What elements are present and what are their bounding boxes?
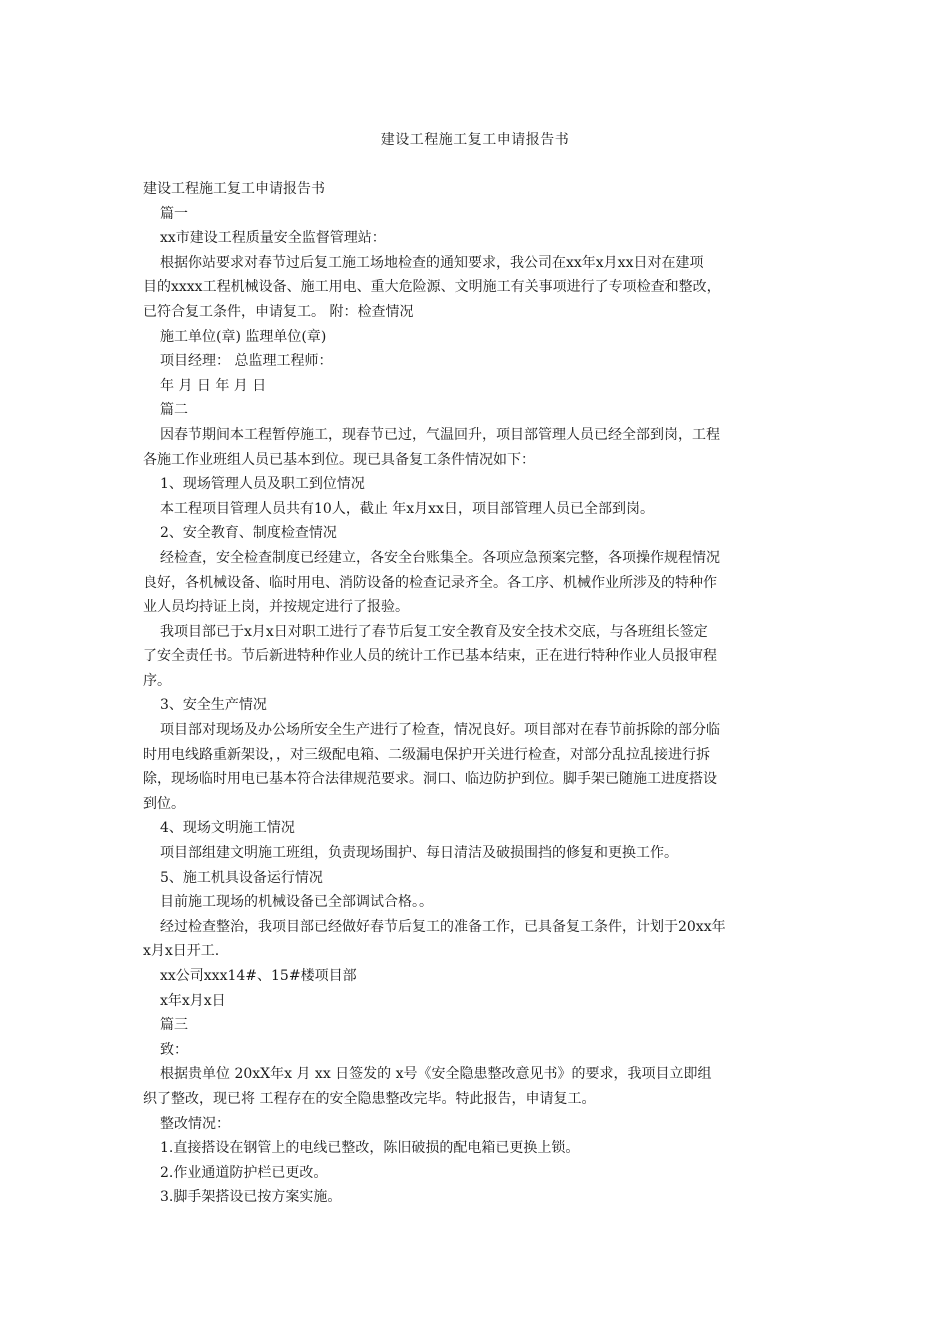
text-line: 3.脚手架搭设已按方案实施。 <box>160 1189 342 1206</box>
document-title: 建设工程施工复工申请报告书 <box>380 132 570 148</box>
text-line: x月x日开工. <box>143 943 220 960</box>
text-line: 各施工作业班组人员已基本到位。现已具备复工条件情况如下： <box>143 451 535 468</box>
text-line: 因春节期间本工程暂停施工，现春节已过，气温回升，项目部管理人员已经全部到岗，工程 <box>160 426 720 443</box>
text-line: 了安全责任书。节后新进特种作业人员的统计工作已基本结束，正在进行特种作业人员报审程 <box>143 648 717 665</box>
text-line: 1、现场管理人员及职工到位情况 <box>160 476 365 493</box>
document-body <box>143 177 808 1210</box>
text-line: 目前施工现场的机械设备已全部调试合格。。 <box>160 894 433 911</box>
text-line: 本工程项目管理人员共有10人，截止 年x月xx日，项目部管理人员已全部到岗。 <box>160 500 654 517</box>
text-line: 篇二 <box>160 402 188 419</box>
text-line: 目的xxxx工程机械设备、施工用电、重大危险源、文明施工有关事项进行了专项检查和整改， <box>143 279 721 296</box>
text-line: 项目经理： 总监理工程师： <box>160 353 333 370</box>
text-line: 4、现场文明施工情况 <box>160 820 295 837</box>
text-line: 除，现场临时用电已基本符合法律规范要求。洞口、临边防护到位。脚手架已随施工进度搭设 <box>143 771 717 788</box>
text-line: 施工单位(章) 监理单位(章) <box>160 328 327 345</box>
text-line: 织了整改，现已将 工程存在的安全隐患整改完毕。特此报告，申请复工。 <box>143 1090 596 1107</box>
text-line: 已符合复工条件，申请复工。 附：检查情况 <box>143 303 414 320</box>
text-line: 2.作业通道防护栏已更改。 <box>160 1164 328 1181</box>
text-line: 篇一 <box>160 205 188 222</box>
text-line: 我项目部已于x月x日对职工进行了春节后复工安全教育及安全技术交底，与各班组长签定 <box>160 623 708 640</box>
text-line: 5、施工机具设备运行情况 <box>160 869 323 886</box>
text-line: 经过检查整治，我项目部已经做好春节后复工的准备工作，已具备复工条件，计划于20xx年 <box>160 918 726 935</box>
text-line: 到位。 <box>143 795 185 812</box>
text-line: 序。 <box>143 672 171 689</box>
text-line: 年 月 日 年 月 日 <box>160 377 267 394</box>
text-line: 致： <box>160 1041 188 1058</box>
text-line: 2、安全教育、制度检查情况 <box>160 525 337 542</box>
text-line: 根据贵单位 20xX年x 月 xx 日签发的 x号《安全隐患整改意见书》的要求，我项目立即组 <box>160 1066 712 1083</box>
text-line: 1.直接搭设在钢管上的电线已整改，陈旧破损的配电箱已更换上锁。 <box>160 1140 580 1157</box>
text-line: 良好，各机械设备、临时用电、消防设备的检查记录齐全。各工序、机械作业所涉及的特种作 <box>143 574 717 591</box>
text-line: 业人员均持证上岗，并按规定进行了报验。 <box>143 599 409 616</box>
text-line: 根据你站要求对春节过后复工施工场地检查的通知要求，我公司在xx年x月xx日对在建项 <box>160 254 704 271</box>
text-line: 时用电线路重新架设，，对三级配电箱、二级漏电保护开关进行检查，对部分乱拉乱接进行拆 <box>143 746 710 763</box>
text-line: 经检查，安全检查制度已经建立，各安全台账集全。各项应急预案完整，各项操作规程情况 <box>160 549 720 566</box>
text-line: 篇三 <box>160 1017 188 1034</box>
text-line: x年x月x日 <box>160 992 226 1009</box>
text-line: 整改情况： <box>160 1115 230 1132</box>
text-line: 3、安全生产情况 <box>160 697 267 714</box>
text-line: 建设工程施工复工申请报告书 <box>143 181 325 197</box>
text-line: 项目部组建文明施工班组，负责现场围护、每日清洁及破损围挡的修复和更换工作。 <box>160 845 678 862</box>
text-line: xx市建设工程质量安全监督管理站： <box>160 230 386 247</box>
text-line: xx公司xxx14#、15#楼项目部 <box>160 968 357 984</box>
text-line: 项目部对现场及办公场所安全生产进行了检查，情况良好。项目部对在春节前拆除的部分临 <box>160 722 720 739</box>
